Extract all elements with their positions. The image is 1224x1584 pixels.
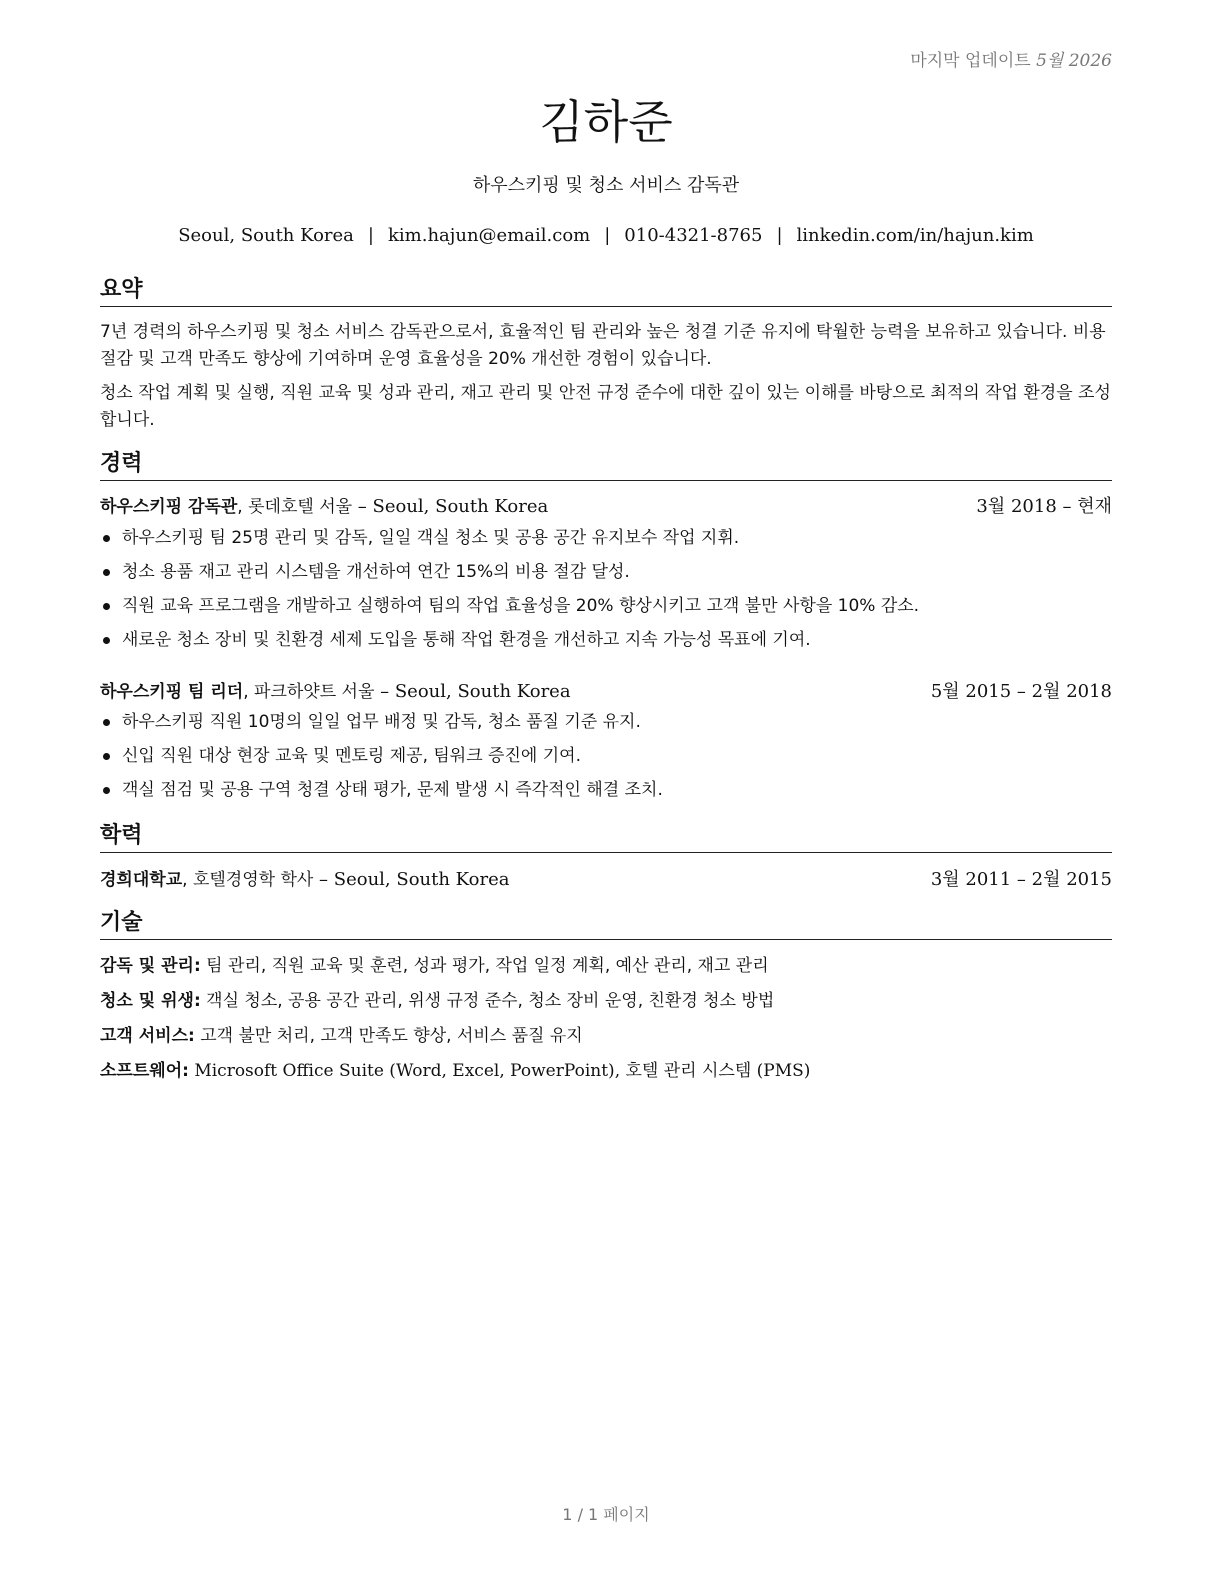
skill-value: 고객 불만 처리, 고객 만족도 향상, 서비스 품질 유지 [200, 1026, 583, 1046]
last-updated-date: 5월 2026 [1036, 51, 1112, 71]
section-title-experience: 경력 [100, 450, 1112, 481]
job-org: 롯데호텔 서울 [248, 497, 353, 517]
job-dates: 3월 2018 – 현재 [976, 496, 1112, 517]
list-item: 신입 직원 대상 현장 교육 및 멘토링 제공, 팀워크 증진에 기여. [100, 739, 1112, 773]
skill-value: (PMS) [756, 1061, 811, 1081]
skill-value: Microsoft Office Suite (Word, Excel, PowerPoint), [194, 1061, 621, 1081]
summary-paragraph: 청소 작업 계획 및 실행, 직원 교육 및 성과 관리, 재고 관리 및 안전 규정 준수에 대한 깊이 있는 이해를 바탕으로 최적의 작업 환경을 조성합니다. [100, 383, 1111, 430]
job-dates: 5월 2015 – 2월 2018 [930, 681, 1112, 702]
list-item: 새로운 청소 장비 및 친환경 세제 도입을 통해 작업 환경을 개선하고 지속 가능성 목표에 기여. [100, 623, 1112, 657]
list-item: 하우스키핑 직원 10명의 일일 업무 배정 및 감독, 청소 품질 기준 유지. [100, 705, 1112, 739]
job-location: Seoul, South Korea [372, 496, 549, 517]
skill-row [100, 988, 1112, 1014]
last-updated [910, 46, 1112, 71]
education-location: Seoul, South Korea [333, 869, 510, 890]
contact-phone[interactable]: 010-4321-8765 [624, 225, 763, 246]
skill-value: 객실 청소, 공용 공간 관리, 위생 규정 준수, 청소 장비 운영, 친환경 청소 방법 [206, 991, 775, 1011]
job-header: 하우스키핑 팀 리더, 파크하얏트 서울 – Seoul, South Korea 5월 2015 – 2월 2018 [100, 679, 1112, 705]
page-number: 1 / 1 페이지 [562, 1505, 650, 1524]
contact-email[interactable]: kim.hajun@email.com [388, 225, 591, 246]
skill-label: 청소 및 위생: [100, 991, 201, 1011]
education-school: 경희대학교 [100, 870, 183, 890]
skill-value: 호텔 관리 시스템 [625, 1061, 752, 1081]
contact-line: Seoul, South Korea | kim.hajun@email.com | 010-4321-8765 | linkedin.com/in/hajun.kim [178, 225, 1034, 246]
skill-label: 감독 및 관리: [100, 956, 201, 976]
skill-row [100, 1023, 1112, 1049]
job-org: 파크하얏트 서울 [254, 682, 375, 702]
skill-row [100, 1058, 1112, 1084]
skill-label: 소프트웨어: [100, 1061, 189, 1081]
list-item: 청소 용품 재고 관리 시스템을 개선하여 연간 15%의 비용 절감 달성. [100, 555, 1112, 589]
section-title-education: 학력 [100, 822, 1112, 853]
candidate-headline: 하우스키핑 및 청소 서비스 감독관 [472, 175, 740, 196]
contact-location: Seoul, South Korea [178, 225, 354, 246]
skill-value: 팀 관리, 직원 교육 및 훈련, 성과 평가, 작업 일정 계획, 예산 관리, 재고 관리 [206, 956, 769, 976]
section-title-summary: 요약 [100, 276, 1112, 307]
job-role: 하우스키핑 팀 리더 [100, 682, 244, 702]
list-item: 직원 교육 프로그램을 개발하고 실행하여 팀의 작업 효율성을 20% 향상시키고 고객 불만 사항을 10% 감소. [100, 589, 1112, 623]
candidate-name: 김하준 [539, 95, 673, 149]
education-dates: 3월 2011 – 2월 2015 [930, 869, 1112, 890]
job-bullets [100, 705, 1112, 807]
summary-paragraph: 7년 경력의 하우스키핑 및 청소 서비스 감독관으로서, 효율적인 팀 관리와 높은 청결 기준 유지에 탁월한 능력을 보유하고 있습니다. 비용 절감 및 고객 만족도 향상에 기여하며 운영 효율성을 20% 개선한 경험이 있습니다. [100, 322, 1106, 369]
resume-page [100, 0, 1112, 1584]
job-role: 하우스키핑 감독관 [100, 497, 238, 517]
last-updated-label: 마지막 업데이트 [910, 51, 1031, 71]
job-header: 하우스키핑 감독관, 롯데호텔 서울 – Seoul, South Korea 3월 2018 – 현재 [100, 494, 1112, 520]
education-entry: 경희대학교, 호텔경영학 학사 – Seoul, South Korea 3월 2011 – 2월 2015 [100, 867, 1112, 893]
list-item: 객실 점검 및 공용 구역 청결 상태 평가, 문제 발생 시 즉각적인 해결 조치. [100, 773, 1112, 807]
job-bullets [100, 521, 1112, 657]
skill-row [100, 953, 1112, 979]
section-title-skills: 기술 [100, 909, 1112, 940]
education-degree: 호텔경영학 학사 [192, 870, 314, 890]
skill-label: 고객 서비스: [100, 1026, 195, 1046]
list-item: 하우스키핑 팀 25명 관리 및 감독, 일일 객실 청소 및 공용 공간 유지보수 작업 지휘. [100, 521, 1112, 555]
contact-linkedin[interactable]: linkedin.com/in/hajun.kim [796, 225, 1034, 246]
job-location: Seoul, South Korea [394, 681, 571, 702]
